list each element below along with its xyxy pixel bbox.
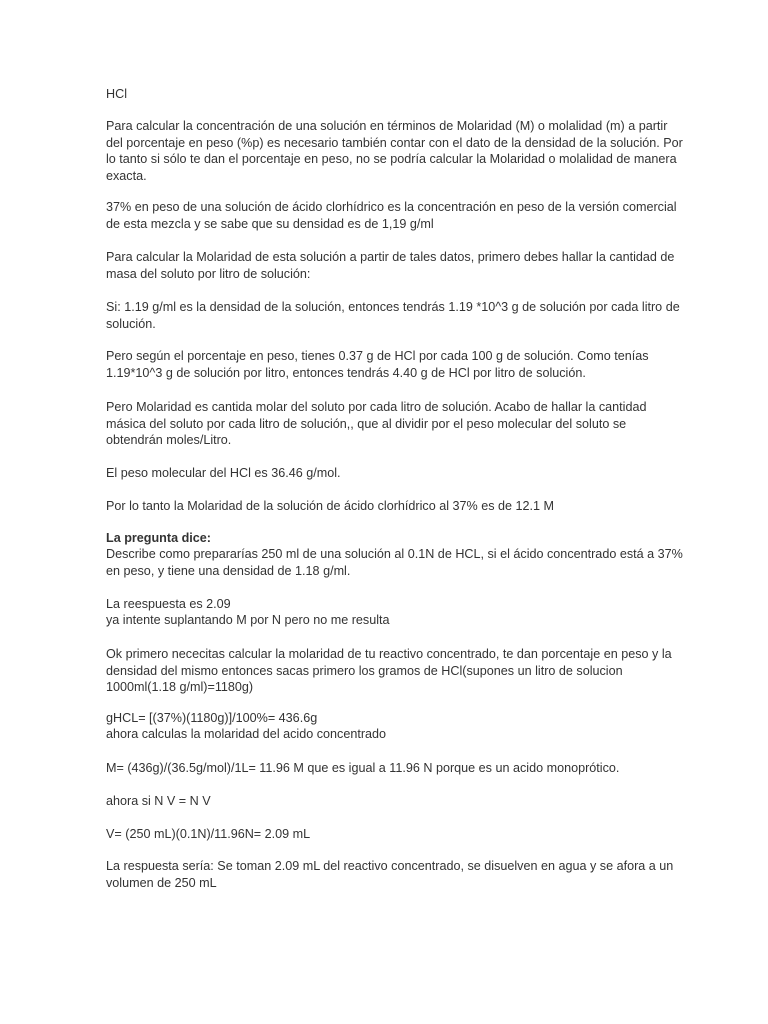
reply-intro: Ok primero nececitas calcular la molaridad de tu reactivo concentrado, te dan porcentaje en peso y la densidad del mismo entonces sacas primero los gramos de HCl(supones un litro de solucion 1000ml(1.18 g/ml)=1180g) [106,647,672,695]
paragraph-molecular-weight: El peso molecular del HCl es 36.46 g/mol. [106,466,341,480]
paragraph-percent: Pero según el porcentaje en peso, tienes 0.37 g de HCl por cada 100 g de solución. Como tenías 1.19*10^3 g de solución por litro, entonces tendrás 4.40 g de HCl por litro de solución. [106,349,649,380]
paragraph-density: Si: 1.19 g/ml es la densidad de la solución, entonces tendrás 1.19 *10^3 g de solución por cada litro de solución. [106,300,680,331]
calc-nv: ahora si N V = N V [106,794,211,808]
calc-grams: gHCL= [(37%)(1180g)]/100%= 436.6g [106,711,318,725]
question-text: Describe como prepararías 250 ml de una solución al 0.1N de HCL, si el ácido concentrado está a 37% en peso, y tiene una densidad de 1.18 g/ml. [106,547,683,578]
paragraph-intro: Para calcular la concentración de una solución en términos de Molaridad (M) o molalidad (m) a partir del porcentaje en peso (%p) es necesario también contar con el dato de la densidad de la solución. Por lo tanto si sólo te dan el porcentaje en peso, no se podría calcular la Molaridad o molalidad de manera exacta. [106,119,683,183]
paragraph-molarity: Pero Molaridad es cantida molar del soluto por cada litro de solución. Acabo de hallar la cantidad másica del soluto por cada litro de solución,, que al dividir por el peso molecular del soluto se obtendrán moles/Litro. [106,400,647,448]
paragraph-commercial: 37% en peso de una solución de ácido clorhídrico es la concentración en peso de la versión comercial de esta mezcla y se sabe que su densidad es de 1,19 g/ml [106,200,677,231]
paragraph-method: Para calcular la Molaridad de esta solución a partir de tales datos, primero debes hallar la cantidad de masa del soluto por litro de solución: [106,250,675,281]
answer-line-2: ya intente suplantando M por N pero no me resulta [106,613,390,627]
calc-grams-note: ahora calculas la molaridad del acido concentrado [106,727,387,741]
calc-molarity: M= (436g)/(36.5g/mol)/1L= 11.96 M que es igual a 11.96 N porque es un acido monoprótico. [106,761,620,775]
calc-volume: V= (250 mL)(0.1N)/11.96N= 2.09 mL [106,827,311,841]
document-title: HCl [106,87,127,101]
answer-line-1: La reespuesta es 2.09 [106,597,231,611]
question-heading: La pregunta dice: [106,531,211,545]
final-answer: La respuesta sería: Se toman 2.09 mL del reactivo concentrado, se disuelven en agua y se afora a un volumen de 250 mL [106,859,674,890]
paragraph-result: Por lo tanto la Molaridad de la solución de ácido clorhídrico al 37% es de 12.1 M [106,499,555,513]
